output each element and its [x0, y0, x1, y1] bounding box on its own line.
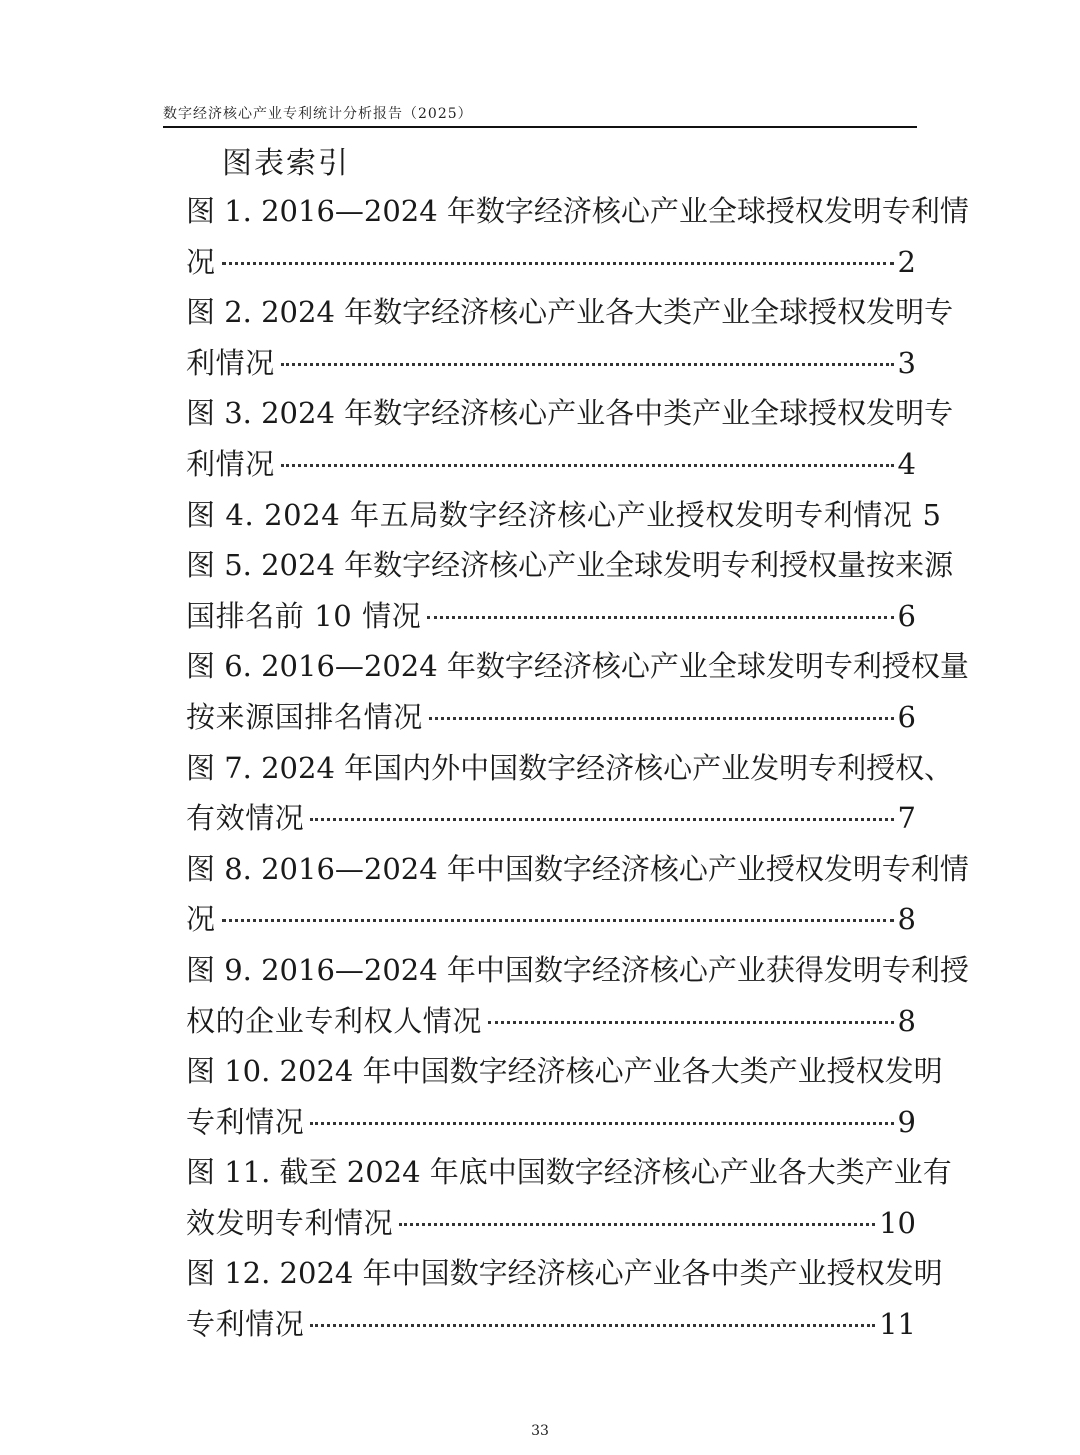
toc-entry-line [186, 186, 969, 237]
dot-leader [488, 1021, 894, 1024]
toc-page-number: 5 [922, 497, 941, 532]
toc-entry[interactable] [186, 844, 969, 945]
toc-entry-text: 图 10. 2024 年中国数字经济核心产业各大类产业授权发明 [186, 1054, 943, 1089]
toc-entry-text-continued: 权的企业专利权人情况 [186, 1003, 483, 1038]
dot-leader [222, 262, 894, 265]
toc-page-number: 2 [897, 244, 916, 279]
dot-leader [281, 363, 894, 366]
dot-leader [399, 1223, 875, 1226]
dot-leader [222, 919, 894, 922]
toc-entry[interactable] [186, 388, 954, 489]
toc-entry[interactable] [186, 743, 954, 844]
toc-entry[interactable] [186, 1248, 943, 1349]
toc-entry-text-continued: 国排名前 10 情况 [186, 598, 422, 633]
toc-entry-text-continued: 专利情况 [186, 1104, 305, 1139]
toc-entry-line [186, 743, 954, 794]
dot-leader [310, 818, 893, 821]
toc-entry-line [186, 287, 954, 338]
toc-entry-text-continued: 况 [186, 244, 216, 279]
toc-entry-line [186, 1198, 916, 1249]
page-number: 33 [531, 1423, 549, 1439]
toc-entry-line [186, 1299, 916, 1350]
toc-entry[interactable] [186, 1046, 943, 1147]
toc-list [186, 186, 969, 1350]
toc-entry-line [186, 338, 916, 389]
toc-page-number: 4 [897, 446, 916, 481]
toc-entry-line [186, 490, 941, 541]
toc-entry-line [186, 1097, 916, 1148]
toc-entry[interactable] [186, 287, 954, 388]
toc-entry-line [186, 237, 916, 288]
toc-entry-line [186, 641, 969, 692]
toc-page-number: 8 [897, 1003, 916, 1038]
toc-entry-text: 图 11. 截至 2024 年底中国数字经济核心产业各大类产业有 [186, 1155, 952, 1190]
toc-entry-text-continued: 利情况 [186, 446, 275, 481]
toc-title: 图表索引 [222, 146, 350, 181]
toc-entry-text: 图 2. 2024 年数字经济核心产业各大类产业全球授权发明专 [186, 295, 954, 330]
toc-entry[interactable] [186, 540, 954, 641]
toc-entry-line [186, 793, 916, 844]
toc-entry-line [186, 692, 916, 743]
toc-page-number: 7 [897, 801, 916, 836]
header-rule [163, 126, 917, 128]
toc-entry-text: 图 9. 2016—2024 年中国数字经济核心产业获得发明专利授 [186, 952, 969, 987]
toc-entry[interactable] [186, 1147, 952, 1248]
running-header: 数字经济核心产业专利统计分析报告（2025） [163, 106, 473, 122]
toc-entry-text: 图 8. 2016—2024 年中国数字经济核心产业授权发明专利情 [186, 851, 969, 886]
dot-leader [427, 616, 893, 619]
toc-entry[interactable] [186, 945, 969, 1046]
toc-entry[interactable] [186, 641, 969, 742]
toc-entry-text-continued: 效发明专利情况 [186, 1205, 394, 1240]
toc-entry-line [186, 1248, 943, 1299]
toc-entry-text-continued: 专利情况 [186, 1307, 305, 1342]
toc-entry-line [186, 439, 916, 490]
toc-entry-text: 图 12. 2024 年中国数字经济核心产业各中类产业授权发明 [186, 1256, 943, 1291]
toc-entry-text: 图 4. 2024 年五局数字经济核心产业授权发明专利情况 [186, 497, 913, 532]
toc-entry-line [186, 540, 954, 591]
toc-entry-line [186, 996, 916, 1047]
toc-page-number: 6 [897, 699, 916, 734]
dot-leader [429, 717, 894, 720]
toc-page-number: 3 [897, 345, 916, 380]
toc-entry-line [186, 844, 969, 895]
toc-page-number: 6 [897, 598, 916, 633]
toc-entry-line [186, 388, 954, 439]
toc-entry-text-continued: 按来源国排名情况 [186, 699, 423, 734]
toc-entry[interactable] [186, 490, 941, 541]
toc-entry-text: 图 7. 2024 年国内外中国数字经济核心产业发明专利授权、 [186, 750, 954, 785]
toc-entry-text: 图 5. 2024 年数字经济核心产业全球发明专利授权量按来源 [186, 548, 954, 583]
dot-leader [281, 464, 894, 467]
toc-entry-text: 图 1. 2016—2024 年数字经济核心产业全球授权发明专利情 [186, 194, 969, 228]
toc-entry-text-continued: 有效情况 [186, 801, 305, 836]
dot-leader [310, 1122, 893, 1125]
toc-page-number: 11 [879, 1307, 916, 1342]
toc-page-number: 9 [897, 1104, 916, 1139]
toc-entry-line [186, 1147, 952, 1198]
toc-entry-line [186, 1046, 943, 1097]
toc-entry-line [186, 591, 916, 642]
toc-entry-text-continued: 利情况 [186, 345, 275, 380]
toc-page-number: 8 [897, 902, 916, 937]
toc-entry[interactable] [186, 186, 969, 287]
dot-leader [310, 1324, 875, 1327]
toc-page-number: 10 [879, 1205, 916, 1240]
toc-entry-line [186, 894, 916, 945]
toc-entry-text-continued: 况 [186, 902, 216, 937]
toc-entry-text: 图 3. 2024 年数字经济核心产业各中类产业全球授权发明专 [186, 396, 954, 431]
toc-entry-text: 图 6. 2016—2024 年数字经济核心产业全球发明专利授权量 [186, 649, 969, 684]
toc-entry-line [186, 945, 969, 996]
